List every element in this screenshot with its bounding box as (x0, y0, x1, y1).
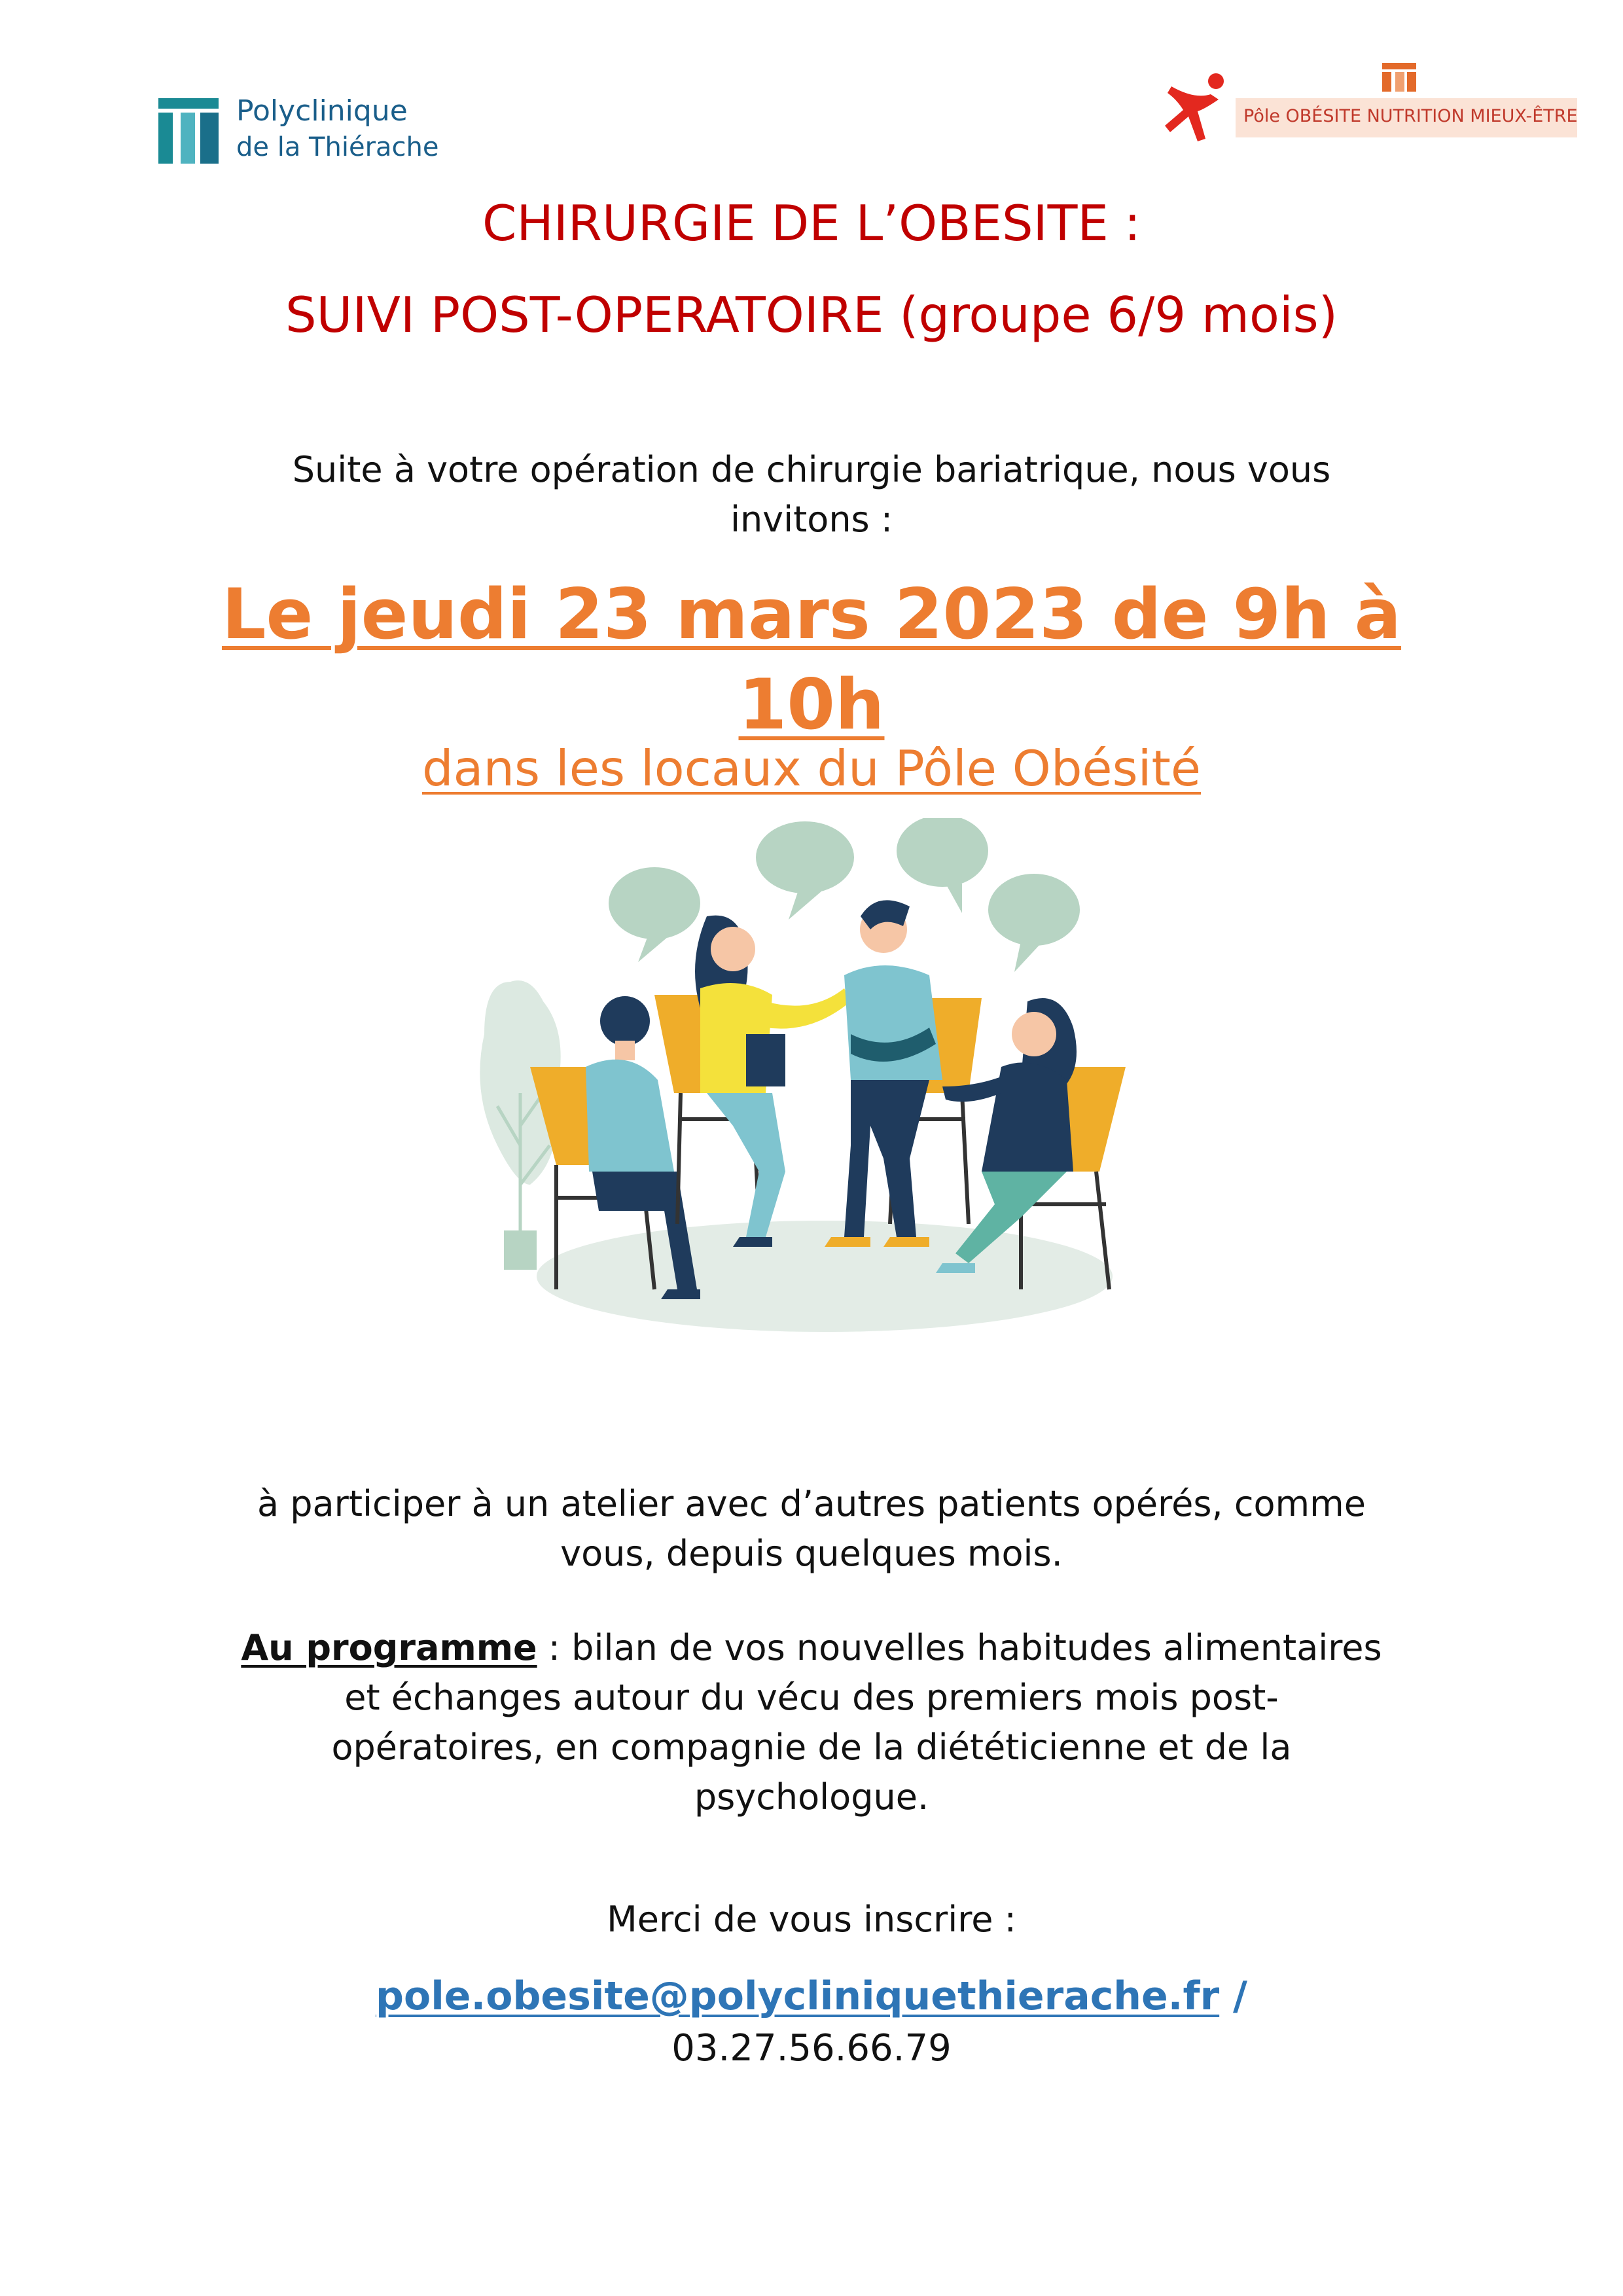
polyclinique-logo (154, 93, 455, 171)
programme-line1 (0, 1623, 1623, 1673)
intro-line2: invitons : (730, 499, 893, 540)
participate-line1: à participer à un atelier avec d’autres patients opérés, comme (257, 1483, 1366, 1524)
intro-line1: Suite à votre opération de chirurgie bariatrique, nous vous (292, 449, 1331, 490)
programme-line1-text: : bilan de vos nouvelles habitudes alimentaires (537, 1627, 1382, 1668)
contact-block (0, 1970, 1623, 2075)
running-person-icon (1158, 60, 1237, 152)
contact-email-line (0, 1970, 1623, 2022)
phone-number: 03.27.56.66.79 (671, 2027, 952, 2070)
event-date-line2: 10h (738, 664, 885, 745)
page-title-line2: SUIVI POST-OPERATOIRE (groupe 6/9 mois) (285, 286, 1338, 344)
group-discussion-image (458, 818, 1171, 1342)
contact-separator: / (1219, 1973, 1247, 2019)
event-location: dans les locaux du Pôle Obésité (421, 740, 1202, 797)
programme-line4: psychologue. (694, 1776, 929, 1818)
intro-paragraph (0, 445, 1623, 545)
logo-right-label: Pôle OBÉSITE NUTRITION MIEUX-ÊTRE (1243, 106, 1578, 126)
logo-left-name: Polyclinique (236, 94, 408, 128)
event-date (0, 569, 1623, 750)
pole-obesite-logo (1158, 60, 1577, 152)
participate-line2: vous, depuis quelques mois. (560, 1533, 1063, 1574)
logo-left-subname: de la Thiérache (236, 132, 439, 162)
signup-text: Merci de vous inscrire : (607, 1899, 1016, 1940)
programme-line2: et échanges autour du vécu des premiers mois post- (344, 1677, 1279, 1718)
group-discussion-illustration (458, 818, 1171, 1342)
pole-mini-icon (1381, 60, 1420, 93)
participate-paragraph (0, 1479, 1623, 1579)
polyclinique-logo-icon (154, 93, 226, 168)
page-title-line1: CHIRURGIE DE L’OBESITE : (482, 194, 1141, 252)
programme-line3: opératoires, en compagnie de la diététicienne et de la (331, 1727, 1292, 1768)
email-link[interactable]: pole.obesite@polycliniquethierache.fr (376, 1973, 1220, 2019)
event-date-line1: Le jeudi 23 mars 2023 de 9h à (221, 574, 1402, 655)
programme-label: Au programme (241, 1627, 537, 1668)
programme-paragraph (0, 1623, 1623, 1822)
